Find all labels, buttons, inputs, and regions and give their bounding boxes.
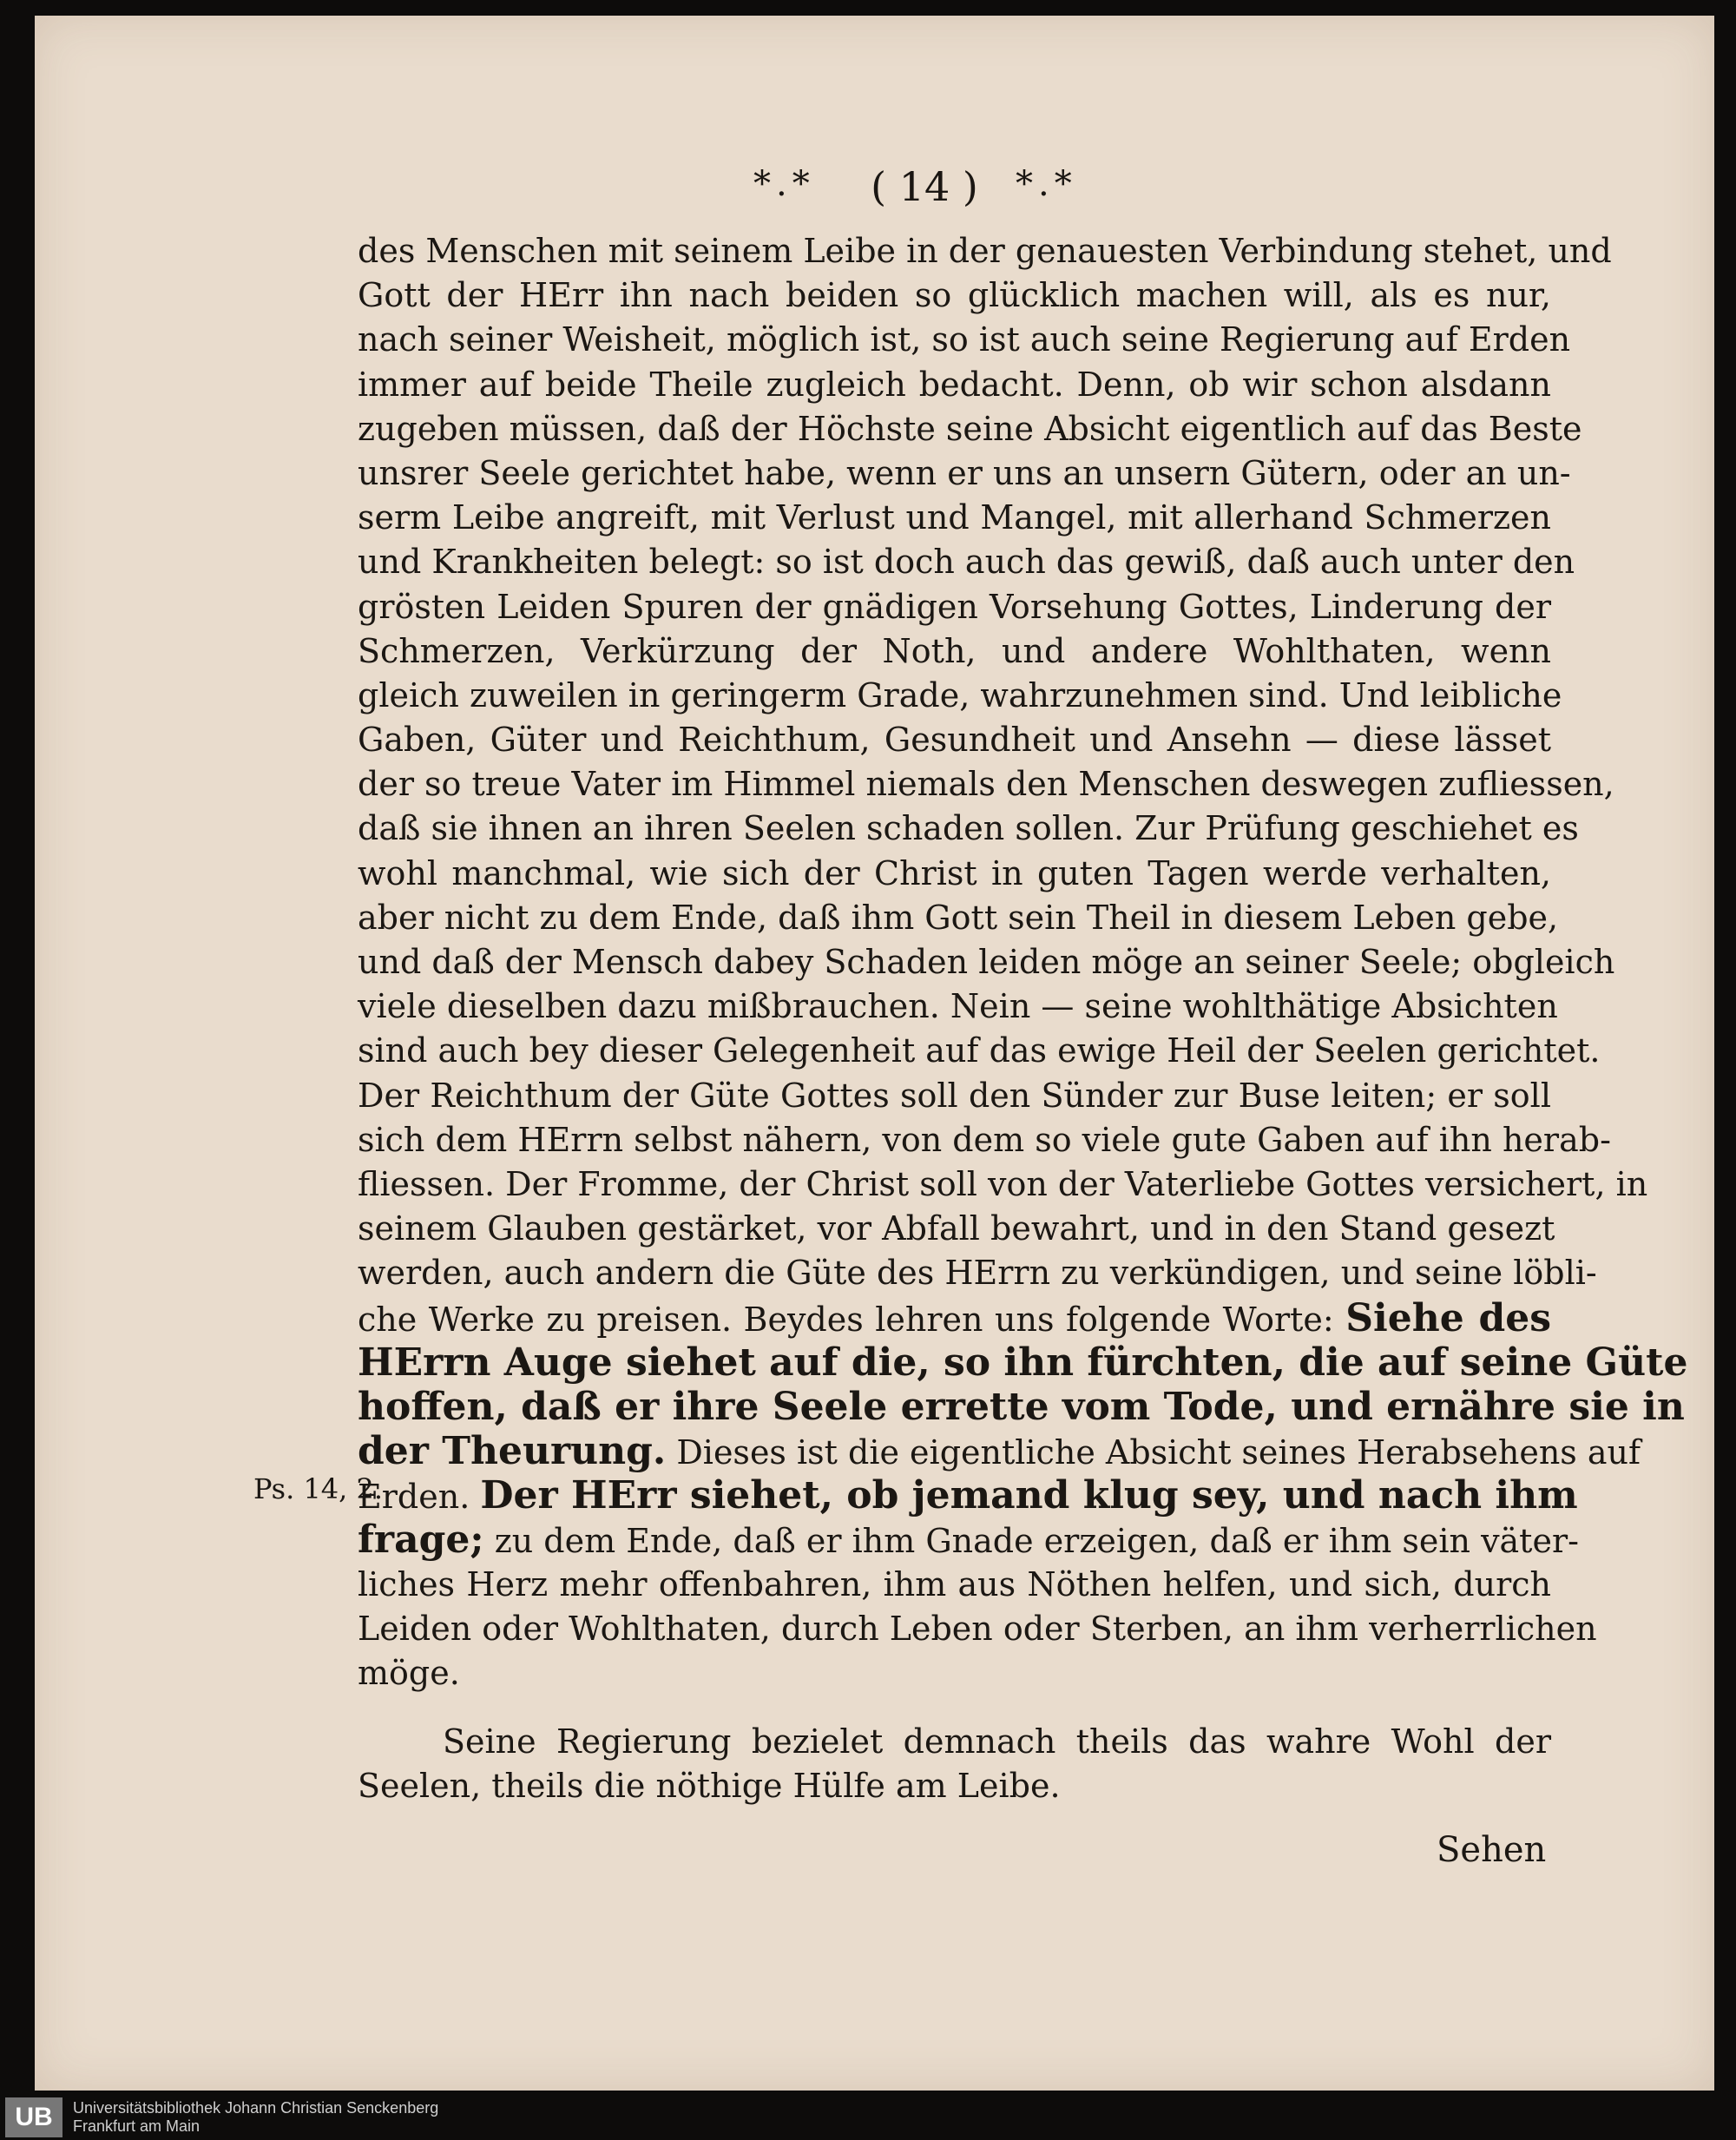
margin-reference: Ps. 14, 2. bbox=[253, 1472, 384, 1505]
text-line: viele dieselben dazu mißbrauchen. Nein — seine wohlthätige Absichten bbox=[358, 987, 1558, 1026]
text-line: Schmerzen, Verkürzung der Noth, und andere Wohlthaten, wenn bbox=[358, 631, 1551, 670]
text-line: wohl manchmal, wie sich der Christ in guten Tagen werde verhalten, bbox=[358, 853, 1551, 892]
text-line: Gaben, Güter und Reichthum, Gesundheit und Ansehn — diese lässet bbox=[358, 721, 1551, 760]
text-line: und daß der Mensch dabey Schaden leiden möge an seiner Seele; obgleich bbox=[358, 943, 1615, 981]
text-line bbox=[358, 1384, 1685, 1429]
text-line: aber nicht zu dem Ende, daß ihm Gott sein Theil in diesem Leben gebe, bbox=[358, 898, 1559, 937]
text-line: werden, auch andern die Güte des HErrn zu verkündigen, und seine löbli- bbox=[358, 1254, 1597, 1293]
text-line bbox=[358, 1518, 1579, 1563]
page-number: ( 14 ) bbox=[871, 163, 978, 210]
text-line: immer auf beide Theile zugleich bedacht. Denn, ob wir schon alsdann bbox=[358, 365, 1551, 404]
text-line: Leiden oder Wohlthaten, durch Leben oder Sterben, an ihm verherrlichen bbox=[358, 1609, 1597, 1648]
text-run: Erden. bbox=[358, 1478, 470, 1517]
ornament-left: *.* bbox=[753, 164, 815, 204]
footer-line-1: Universitätsbibliothek Johann Christian Senckenberg bbox=[73, 2099, 439, 2117]
text-line: der so treue Vater im Himmel niemals den Menschen deswegen zufliessen, bbox=[358, 765, 1614, 804]
text-run: zu dem Ende, daß er ihm Gnade erzeigen, daß er ihm sein väter- bbox=[494, 1522, 1579, 1561]
footer-line-2: Frankfurt am Main bbox=[73, 2117, 201, 2135]
text-line: fliessen. Der Fromme, der Christ soll von der Vaterliebe Gottes versichert, in bbox=[358, 1164, 1648, 1203]
text-line: liches Herz mehr offenbahren, ihm aus Nöthen helfen, und sich, durch bbox=[358, 1564, 1551, 1603]
text-line: des Menschen mit seinem Leibe in der genauesten Verbindung stehet, und bbox=[358, 232, 1612, 270]
text-line: zugeben müssen, daß der Höchste seine Absicht eigentlich auf das Beste bbox=[358, 409, 1582, 448]
body-text bbox=[358, 229, 1688, 1809]
text-line: sind auch bey dieser Gelegenheit auf das ewige Heil der Seelen gerichtet. bbox=[358, 1031, 1601, 1070]
text-line bbox=[358, 1429, 1641, 1474]
text-line: gleich zuweilen in geringerm Grade, wahrzunehmen sind. Und leibliche bbox=[358, 675, 1562, 714]
footer-text bbox=[73, 2099, 438, 2136]
text-line bbox=[358, 1296, 1551, 1340]
scripture-quote: Der HErr siehet, ob jemand klug sey, und nach ihm bbox=[480, 1473, 1578, 1518]
library-footer bbox=[0, 2096, 1736, 2140]
scripture-quote: HErrn Auge siehet auf die, so ihn fürchten, die auf seine Güte bbox=[358, 1340, 1688, 1385]
text-line: nach seiner Weisheit, möglich ist, so ist auch seine Regierung auf Erden bbox=[358, 320, 1571, 359]
paragraph-2 bbox=[358, 1720, 1551, 1808]
text-line bbox=[358, 1473, 1578, 1518]
text-line: Seine Regierung bezielet demnach theils das wahre Wohl der bbox=[443, 1722, 1551, 1761]
scripture-quote: hoffen, daß er ihre Seele errette vom Tode, und ernähre sie in bbox=[358, 1384, 1685, 1429]
text-line: Gott der HErr ihn nach beiden so glücklich machen will, als es nur, bbox=[358, 276, 1551, 315]
ub-logo-icon: UB bbox=[5, 2097, 62, 2137]
text-line: möge. bbox=[358, 1654, 460, 1692]
page-header bbox=[0, 163, 1736, 224]
ornament-right: *.* bbox=[1016, 164, 1077, 204]
text-line: Seelen, theils die nöthige Hülfe am Leibe. bbox=[358, 1767, 1061, 1806]
scripture-quote: Siehe des bbox=[1345, 1295, 1551, 1340]
text-line bbox=[358, 1340, 1688, 1385]
text-line: sich dem HErrn selbst nähern, von dem so viele gute Gaben auf ihn herab- bbox=[358, 1120, 1611, 1159]
text-line: serm Leibe angreift, mit Verlust und Mangel, mit allerhand Schmerzen bbox=[358, 498, 1551, 537]
text-line: unsrer Seele gerichtet habe, wenn er uns an unsern Gütern, oder an un- bbox=[358, 453, 1571, 492]
scripture-quote: der Theurung. bbox=[358, 1429, 667, 1474]
text-line: seinem Glauben gestärket, vor Abfall bewahrt, und in den Stand gesezt bbox=[358, 1209, 1555, 1248]
text-line: und Krankheiten belegt: so ist doch auch das gewiß, daß auch unter den bbox=[358, 543, 1575, 582]
scripture-quote: frage; bbox=[358, 1518, 484, 1563]
text-run: che Werke zu preisen. Beydes lehren uns folgende Worte: bbox=[358, 1300, 1334, 1339]
text-line: Der Reichthum der Güte Gottes soll den Sünder zur Buse leiten; er soll bbox=[358, 1076, 1551, 1115]
text-run: Dieses ist die eigentliche Absicht seines Herabsehens auf bbox=[676, 1433, 1641, 1472]
text-line: grösten Leiden Spuren der gnädigen Vorsehung Gottes, Linderung der bbox=[358, 587, 1551, 626]
catchword: Sehen bbox=[1437, 1830, 1547, 1870]
text-line: daß sie ihnen an ihren Seelen schaden sollen. Zur Prüfung geschiehet es bbox=[358, 809, 1579, 848]
